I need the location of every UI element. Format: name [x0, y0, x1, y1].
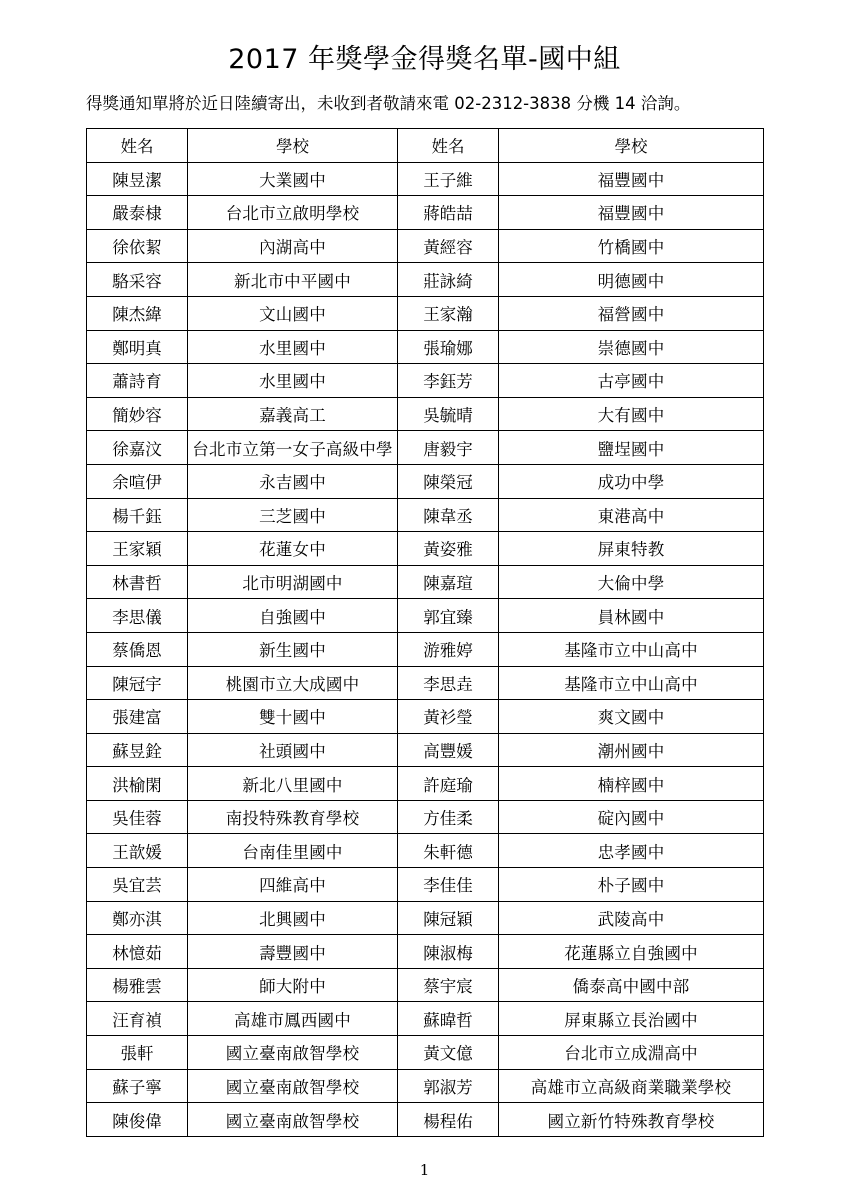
winner-school-right: 僑泰高中國中部	[499, 968, 764, 1002]
table-row	[87, 532, 764, 566]
winner-school-right: 竹橋國中	[499, 229, 764, 263]
table-row	[87, 700, 764, 734]
table-row	[87, 632, 764, 666]
winner-name-right: 游雅婷	[398, 632, 499, 666]
winner-name-left: 楊千鈺	[87, 498, 188, 532]
winner-school-left: 師大附中	[188, 968, 398, 1002]
winner-school-left: 壽豐國中	[188, 935, 398, 969]
winner-school-left: 南投特殊教育學校	[188, 800, 398, 834]
winner-name-left: 陳冠宇	[87, 666, 188, 700]
winner-school-right: 福豐國中	[499, 196, 764, 230]
winner-name-left: 蘇昱銓	[87, 733, 188, 767]
header-school-right: 學校	[499, 129, 764, 163]
winner-name-left: 吳佳蓉	[87, 800, 188, 834]
winner-name-left: 徐嘉汶	[87, 431, 188, 465]
winner-name-right: 朱軒德	[398, 834, 499, 868]
winner-school-left: 國立臺南啟智學校	[188, 1036, 398, 1070]
table-row	[87, 1069, 764, 1103]
winner-name-left: 林憶茹	[87, 935, 188, 969]
winner-name-right: 黃姿雅	[398, 532, 499, 566]
winner-school-left: 嘉義高工	[188, 397, 398, 431]
winner-name-left: 陳杰緯	[87, 296, 188, 330]
winner-school-right: 台北市立成淵高中	[499, 1036, 764, 1070]
winner-school-right: 爽文國中	[499, 700, 764, 734]
table-row	[87, 599, 764, 633]
winner-name-right: 高豐媛	[398, 733, 499, 767]
winner-name-left: 徐依絜	[87, 229, 188, 263]
table-row	[87, 330, 764, 364]
winner-school-right: 成功中學	[499, 464, 764, 498]
winner-name-right: 李鈺芳	[398, 364, 499, 398]
winner-school-left: 水里國中	[188, 330, 398, 364]
winner-school-left: 社頭國中	[188, 733, 398, 767]
winner-name-left: 鄭亦淇	[87, 901, 188, 935]
winner-school-left: 國立臺南啟智學校	[188, 1069, 398, 1103]
header-name-right: 姓名	[398, 129, 499, 163]
winner-school-right: 武陵高中	[499, 901, 764, 935]
winner-school-right: 鹽埕國中	[499, 431, 764, 465]
winner-school-right: 楠梓國中	[499, 767, 764, 801]
winner-name-right: 楊程佑	[398, 1103, 499, 1137]
winner-name-left: 嚴泰棣	[87, 196, 188, 230]
winner-school-left: 桃園市立大成國中	[188, 666, 398, 700]
winner-school-right: 大有國中	[499, 397, 764, 431]
winner-school-right: 花蓮縣立自強國中	[499, 935, 764, 969]
winner-school-left: 文山國中	[188, 296, 398, 330]
winner-school-right: 東港高中	[499, 498, 764, 532]
winner-name-right: 張瑜娜	[398, 330, 499, 364]
winner-name-right: 李佳佳	[398, 868, 499, 902]
table-row	[87, 229, 764, 263]
winner-name-right: 黃衫瑩	[398, 700, 499, 734]
table-row	[87, 666, 764, 700]
winner-school-right: 大倫中學	[499, 565, 764, 599]
winner-name-right: 陳冠穎	[398, 901, 499, 935]
table-row	[87, 800, 764, 834]
winner-name-right: 陳韋丞	[398, 498, 499, 532]
winner-name-left: 李思儀	[87, 599, 188, 633]
winner-school-left: 北市明湖國中	[188, 565, 398, 599]
winner-name-right: 蘇暐哲	[398, 1002, 499, 1036]
winner-school-right: 屏東特教	[499, 532, 764, 566]
winner-school-left: 自強國中	[188, 599, 398, 633]
winner-name-right: 王家瀚	[398, 296, 499, 330]
winner-name-right: 陳淑梅	[398, 935, 499, 969]
winner-name-right: 陳嘉瑄	[398, 565, 499, 599]
winner-name-left: 簡妙容	[87, 397, 188, 431]
table-row	[87, 431, 764, 465]
table-row	[87, 935, 764, 969]
winner-school-right: 福豐國中	[499, 162, 764, 196]
header-name-left: 姓名	[87, 129, 188, 163]
winner-school-right: 崇德國中	[499, 330, 764, 364]
winner-school-right: 明德國中	[499, 263, 764, 297]
table-row	[87, 968, 764, 1002]
winner-school-left: 北興國中	[188, 901, 398, 935]
document-title: 2017 年獎學金得獎名單-國中組	[228, 44, 621, 75]
table-row	[87, 196, 764, 230]
winner-name-left: 張軒	[87, 1036, 188, 1070]
table-row	[87, 296, 764, 330]
table-row	[87, 464, 764, 498]
table-row	[87, 1036, 764, 1070]
winner-name-left: 王家穎	[87, 532, 188, 566]
winner-school-right: 基隆市立中山高中	[499, 632, 764, 666]
winner-name-left: 陳俊偉	[87, 1103, 188, 1137]
winner-school-right: 古亭國中	[499, 364, 764, 398]
winner-school-left: 永吉國中	[188, 464, 398, 498]
winner-school-left: 新北八里國中	[188, 767, 398, 801]
winner-school-right: 高雄市立高級商業職業學校	[499, 1069, 764, 1103]
winner-school-right: 朴子國中	[499, 868, 764, 902]
table-row	[87, 901, 764, 935]
winner-school-left: 台北市立啟明學校	[188, 196, 398, 230]
winner-name-right: 黃文億	[398, 1036, 499, 1070]
award-notice: 得獎通知單將於近日陸續寄出，未收到者敬請來電 02-2312-3838 分機 14 洽詢。	[86, 94, 691, 113]
winner-name-left: 張建富	[87, 700, 188, 734]
winner-name-right: 蔡宇宸	[398, 968, 499, 1002]
table-row	[87, 397, 764, 431]
winner-name-left: 王歆媛	[87, 834, 188, 868]
winner-school-right: 忠孝國中	[499, 834, 764, 868]
winner-name-right: 郭宜臻	[398, 599, 499, 633]
winner-name-right: 李思垚	[398, 666, 499, 700]
winner-name-left: 洪榆閑	[87, 767, 188, 801]
winner-school-left: 三芝國中	[188, 498, 398, 532]
winner-name-left: 鄭明真	[87, 330, 188, 364]
winner-name-left: 吳宜芸	[87, 868, 188, 902]
winner-school-right: 屏東縣立長治國中	[499, 1002, 764, 1036]
winner-name-right: 陳榮冠	[398, 464, 499, 498]
winner-school-right: 員林國中	[499, 599, 764, 633]
table-row	[87, 498, 764, 532]
table-row	[87, 868, 764, 902]
winner-name-right: 方佳柔	[398, 800, 499, 834]
winner-school-right: 基隆市立中山高中	[499, 666, 764, 700]
winner-school-left: 高雄市鳳西國中	[188, 1002, 398, 1036]
table-row	[87, 263, 764, 297]
winner-school-left: 國立臺南啟智學校	[188, 1103, 398, 1137]
winner-school-right: 福營國中	[499, 296, 764, 330]
winner-school-left: 花蓮女中	[188, 532, 398, 566]
winner-name-left: 陳昱潔	[87, 162, 188, 196]
table-row	[87, 565, 764, 599]
winner-school-left: 大業國中	[188, 162, 398, 196]
winner-name-right: 蔣皓喆	[398, 196, 499, 230]
winner-name-left: 蔡僑恩	[87, 632, 188, 666]
winner-name-right: 莊詠綺	[398, 263, 499, 297]
winner-name-right: 許庭瑜	[398, 767, 499, 801]
winner-school-left: 新北市中平國中	[188, 263, 398, 297]
winner-name-left: 駱采容	[87, 263, 188, 297]
header-school-left: 學校	[188, 129, 398, 163]
table-row	[87, 834, 764, 868]
winner-name-left: 蘇子寧	[87, 1069, 188, 1103]
winner-name-right: 黃經容	[398, 229, 499, 263]
winner-name-right: 郭淑芳	[398, 1069, 499, 1103]
table-row	[87, 733, 764, 767]
table-row	[87, 364, 764, 398]
winner-school-left: 台北市立第一女子高級中學	[188, 431, 398, 465]
winner-school-right: 碇內國中	[499, 800, 764, 834]
winner-name-right: 唐毅宇	[398, 431, 499, 465]
winner-school-right: 國立新竹特殊教育學校	[499, 1103, 764, 1137]
winner-name-left: 楊雅雲	[87, 968, 188, 1002]
winner-school-right: 潮州國中	[499, 733, 764, 767]
winner-name-right: 王子維	[398, 162, 499, 196]
table-row	[87, 162, 764, 196]
winner-name-left: 林書哲	[87, 565, 188, 599]
winner-school-left: 新生國中	[188, 632, 398, 666]
table-row	[87, 1002, 764, 1036]
winner-name-left: 蕭詩育	[87, 364, 188, 398]
table-row	[87, 1103, 764, 1137]
winner-name-right: 吳毓晴	[398, 397, 499, 431]
table-body	[87, 162, 764, 1136]
scholarship-winners-table	[86, 128, 764, 1137]
winner-name-left: 汪育禎	[87, 1002, 188, 1036]
winner-name-left: 余喧伊	[87, 464, 188, 498]
table-row	[87, 767, 764, 801]
winner-school-left: 內湖高中	[188, 229, 398, 263]
winner-school-left: 台南佳里國中	[188, 834, 398, 868]
winner-school-left: 雙十國中	[188, 700, 398, 734]
table-header-row	[87, 129, 764, 163]
winner-school-left: 水里國中	[188, 364, 398, 398]
winner-school-left: 四維高中	[188, 868, 398, 902]
page-number: 1	[419, 1161, 430, 1179]
